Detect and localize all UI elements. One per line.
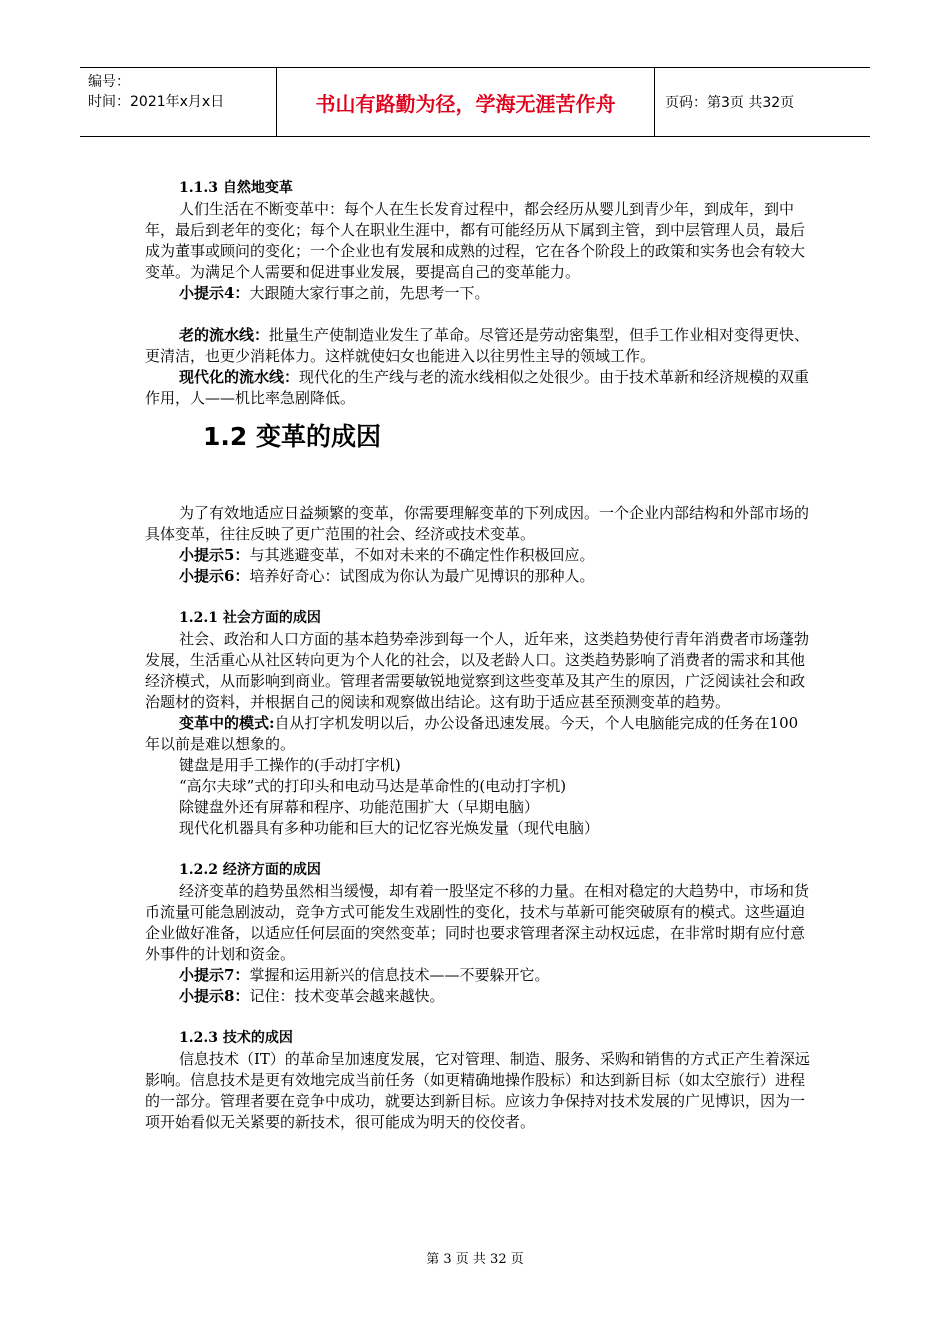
paragraph: 信息技术（IT）的革命呈加速度发展，它对管理、制造、服务、采购和销售的方式正产生着深远影响。信息技术是更有效地完成当前任务（如更精确地操作股标）和达到新目标（如太空旅行）进程的一部分。管理者要在竞争中成功，就要达到新目标。应该力争保持对技术发展的广见博识，因为一项开始看似无关紧要的新技术，很可能成为明天的佼佼者。: [145, 1050, 810, 1131]
header-meta: [80, 68, 277, 136]
tip-text: 与其逃避变革，不如对未来的不确定性作积极回应。: [249, 546, 595, 564]
tip-label: 小提示7：: [179, 966, 250, 984]
term-label: 现代化的流水线：: [179, 368, 300, 386]
term-label: 老的流水线：: [179, 326, 270, 344]
tip-text: 记住：技术变革会越来越快。: [249, 987, 445, 1005]
section-heading-1-2-3: 1.2.3 技术的成因: [179, 1030, 293, 1046]
tip-4: [145, 283, 813, 304]
time-label: 时间：2021年x月x日: [88, 94, 225, 110]
document-body: [145, 178, 813, 1133]
old-assembly-line: [145, 325, 813, 367]
tip-label: 小提示8：: [179, 987, 250, 1005]
section-heading-1-1-3: 1.1.3 自然地变革: [179, 180, 293, 196]
tip-6: [145, 566, 813, 587]
section-heading-1-2-2: 1.2.2 经济方面的成因: [179, 862, 321, 878]
tip-label: 小提示6：: [179, 567, 250, 585]
paragraph: 经济变革的趋势虽然相当缓慢，却有着一股坚定不移的力量。在相对稳定的大趋势中，市场和货币流量可能急剧波动，竞争方式可能发生戏剧性的变化，技术与革新可能突破原有的模式。这些逼迫企业做好准备，以适应任何层面的突然变革；同时也要求管理者深主动权远虑，在非常时期有应付意外事件的计划和资金。: [145, 882, 810, 963]
tip-text: 大跟随大家行事之前，先思考一下。: [249, 284, 490, 302]
list-item: 现代化机器具有多种功能和巨大的记忆容光焕发量（现代电脑）: [179, 819, 600, 837]
header-motto: 书山有路勤为径，学海无涯苦作舟: [277, 68, 655, 136]
page-header: [80, 67, 870, 137]
change-mode: [145, 713, 813, 755]
list-item: 键盘是用手工操作的(手动打字机): [179, 756, 401, 774]
tip-7: [145, 965, 813, 986]
term-text: 批量生产使制造业发生了革命。尽管还是劳动密集型，但手工作业相对变得更快、更清洁，也更少消耗体力。这样就使妇女也能进入以往男性主导的领域工作。: [145, 326, 810, 365]
term-text: 现代化的生产线与老的流水线相似之处很少。由于技术革新和经济规模的双重作用，人——机比率急剧降低。: [145, 368, 810, 407]
section-title-1-2: 1.2 变革的成因: [203, 422, 381, 451]
paragraph: 为了有效地适应日益频繁的变革，你需要理解变革的下列成因。一个企业内部结构和外部市场的具体变革，往往反映了更广范围的社会、经济或技术变革。: [145, 504, 810, 543]
tip-text: 掌握和运用新兴的信息技术——不要躲开它。: [249, 966, 550, 984]
section-heading-1-2-1: 1.2.1 社会方面的成因: [179, 610, 321, 626]
tip-5: [145, 545, 813, 566]
header-page-info: 页码：第3页 共32页: [665, 95, 795, 111]
tip-text: 培养好奇心：试图成为你认为最广见博识的那种人。: [249, 567, 595, 585]
tip-label: 小提示4：: [179, 284, 250, 302]
tip-label: 小提示5：: [179, 546, 250, 564]
modern-assembly-line: [145, 367, 813, 409]
list-item: “高尔夫球”式的打印头和电动马达是革命性的(电动打字机): [179, 777, 567, 795]
paragraph: 社会、政治和人口方面的基本趋势牵涉到每一个人，近年来，这类趋势使行青年消费者市场蓬勃发展，生活重心从社区转向更为个人化的社会，以及老龄人口。这类趋势影响了消费者的需求和其他经济模式，从而影响到商业。管理者需要敏锐地觉察到这些变革及其产生的原因，广泛阅读社会和政治题材的资料，并根据自己的阅读和观察做出结论。这有助于适应甚至预测变革的趋势。: [145, 630, 810, 711]
paragraph: 人们生活在不断变革中：每个人在生长发育过程中，都会经历从婴儿到青少年，到成年，到中年，最后到老年的变化；每个人在职业生涯中，都有可能经历从下属到主管，到中层管理人员，最后成为董事或顾问的变化；一个企业也有发展和成熟的过程，它在各个阶段上的政策和实务也会有较大变革。为满足个人需要和促进事业发展，要提高自己的变革能力。: [145, 200, 806, 281]
serial-number-label: 编号：: [88, 74, 130, 90]
tip-8: [145, 986, 813, 1007]
term-text: 自从打字机发明以后，办公设备迅速发展。今天，个人电脑能完成的任务在100年以前是难以想象的。: [145, 714, 799, 753]
page-footer: 第 3 页 共 32 页: [426, 1252, 524, 1267]
list-item: 除键盘外还有屏幕和程序、功能范围扩大（早期电脑）: [179, 798, 540, 816]
term-label: 变革中的模式:: [179, 714, 275, 732]
